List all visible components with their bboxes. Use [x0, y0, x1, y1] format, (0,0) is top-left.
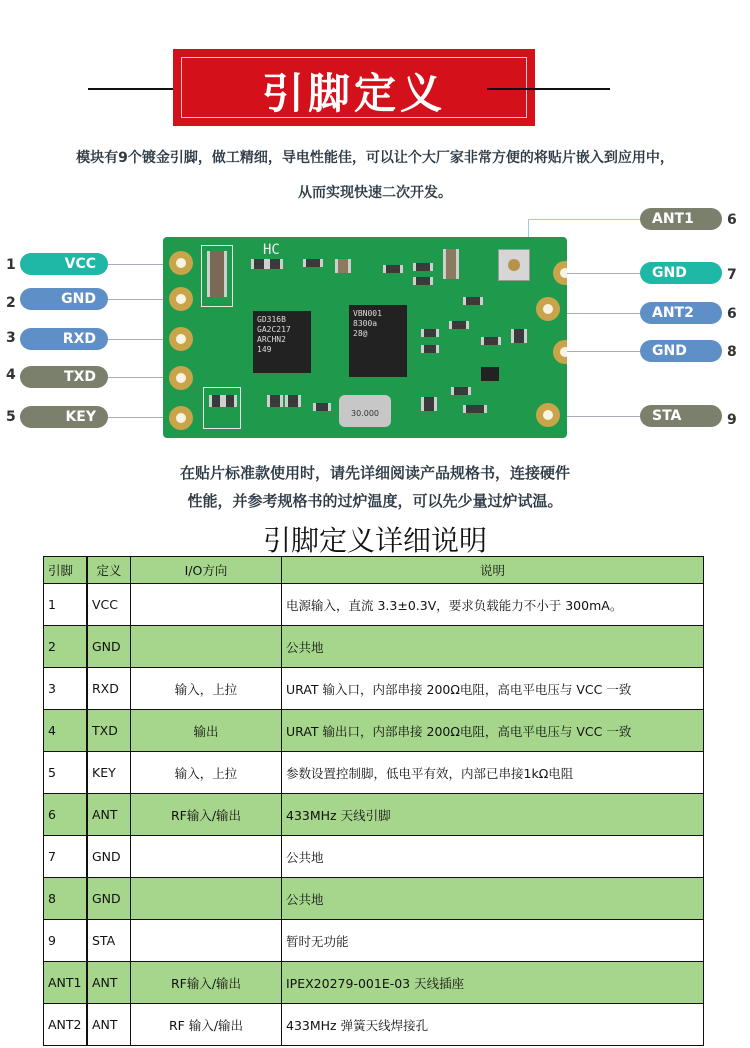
- mcu-chip-text: [253, 311, 311, 359]
- right-pin-label: ANT2: [640, 302, 722, 324]
- cell-pin: ANT1: [44, 962, 88, 1004]
- cell-description: 电源输入，直流 3.3±0.3V，要求负载能力不小于 300mA。: [282, 584, 704, 626]
- table-row: [44, 836, 704, 878]
- cell-pin: 8: [44, 878, 88, 920]
- smd-component: [303, 259, 323, 267]
- smd-component: [209, 395, 223, 407]
- cell-description: 公共地: [282, 878, 704, 920]
- left-pin-label: RXD: [20, 328, 108, 350]
- cell-definition: STA: [87, 920, 131, 962]
- header-pin: 引脚: [44, 557, 88, 584]
- pad-gnd-right-2: [553, 340, 567, 364]
- smd-component: [421, 329, 439, 337]
- silkscreen-outline: [203, 387, 241, 429]
- left-pin-num: 5: [6, 409, 16, 425]
- connector-line: [108, 264, 168, 265]
- pad-key: [169, 406, 193, 430]
- cell-description: URAT 输入口，内部串接 200Ω电阻，高电平电压与 VCC 一致: [282, 668, 704, 710]
- cell-io: [131, 836, 282, 878]
- smd-component: [421, 345, 439, 353]
- smd-component: [421, 397, 437, 411]
- connector-line: [563, 313, 640, 314]
- left-pin-num: 3: [6, 330, 16, 346]
- smd-component: [463, 405, 487, 413]
- smd-component: [449, 321, 469, 329]
- right-pin-num: 7: [727, 267, 737, 283]
- rf-chip: [349, 305, 407, 377]
- smd-component: [207, 251, 227, 297]
- cell-definition: GND: [87, 626, 131, 668]
- cell-io: 输入，上拉: [131, 752, 282, 794]
- cell-description: 公共地: [282, 836, 704, 878]
- chip-marking: GD316B: [257, 315, 286, 324]
- table-row: [44, 878, 704, 920]
- connector-line: [108, 417, 168, 418]
- cell-definition: TXD: [87, 710, 131, 752]
- pad-txd: [169, 366, 193, 390]
- connector-line: [563, 351, 640, 352]
- smd-component: [511, 329, 527, 343]
- table-row: [44, 1004, 704, 1046]
- pad-rxd: [169, 327, 193, 351]
- mcu-chip: [253, 311, 311, 373]
- pad-ant2: [536, 297, 560, 321]
- cell-pin: 5: [44, 752, 88, 794]
- smd-component: [251, 259, 267, 269]
- chip-marking: GA2C217: [257, 325, 291, 334]
- intro-line-1: 模块有9个镀金引脚，做工精细，导电性能佳，可以让个大厂家非常方便的将贴片嵌入到应用中，: [76, 150, 674, 166]
- smd-component: [451, 387, 471, 395]
- cell-definition: VCC: [87, 584, 131, 626]
- cell-io: [131, 626, 282, 668]
- cell-pin: 1: [44, 584, 88, 626]
- header-description: 说明: [282, 557, 704, 584]
- cell-pin: ANT2: [44, 1004, 88, 1046]
- transistor: [481, 367, 499, 381]
- ipex-antenna-connector: [498, 249, 530, 281]
- cell-pin: 9: [44, 920, 88, 962]
- connector-line: [563, 273, 640, 274]
- table-row: [44, 626, 704, 668]
- pcb-module-image: [163, 237, 567, 438]
- crystal-frequency: 30.000: [351, 409, 379, 418]
- smd-component: [267, 259, 283, 269]
- crystal-oscillator: [339, 395, 391, 427]
- connector-line: [528, 219, 640, 220]
- chip-marking: 8300a: [353, 319, 378, 328]
- cell-io: [131, 920, 282, 962]
- section-title: 引脚定义详细说明: [262, 524, 487, 557]
- board-logo: HC: [263, 242, 280, 258]
- table-row: [44, 710, 704, 752]
- cell-io: RF输入/输出: [131, 794, 282, 836]
- smd-component: [413, 263, 433, 271]
- page-title: 引脚定义: [261, 69, 446, 118]
- pad-sta: [536, 403, 560, 427]
- usage-note-line-2: 性能，并参考规格书的过炉温度，可以先少量过炉试温。: [187, 492, 563, 510]
- cell-definition: GND: [87, 836, 131, 878]
- pin-definition-table: [43, 556, 704, 1046]
- smd-component: [383, 265, 403, 273]
- usage-note-line-1: 在贴片标准款使用时，请先详细阅读产品规格书，连接硬件: [179, 464, 570, 482]
- intro-line-2: 从而实现快速二次开发。: [298, 185, 452, 201]
- right-pin-label: GND: [640, 262, 722, 284]
- table-row: [44, 584, 704, 626]
- smd-component: [313, 403, 331, 411]
- cell-description: 433MHz 天线引脚: [282, 794, 704, 836]
- left-pin-label: TXD: [20, 366, 108, 388]
- pad-vcc: [169, 251, 193, 275]
- cell-description: 暂时无功能: [282, 920, 704, 962]
- right-pin-label: ANT1: [640, 208, 722, 230]
- cell-pin: 6: [44, 794, 88, 836]
- cell-pin: 2: [44, 626, 88, 668]
- cell-pin: 7: [44, 836, 88, 878]
- left-pin-num: 2: [6, 295, 16, 311]
- right-pin-num: 9: [727, 412, 737, 428]
- header-io: I/O方向: [131, 557, 282, 584]
- table-row: [44, 668, 704, 710]
- chip-marking: 149: [257, 345, 272, 354]
- smd-component: [413, 277, 433, 285]
- cell-io: 输入，上拉: [131, 668, 282, 710]
- cell-description: 公共地: [282, 626, 704, 668]
- left-pin-num: 4: [6, 367, 16, 383]
- cell-description: 参数设置控制脚，低电平有效，内部已串接1kΩ电阻: [282, 752, 704, 794]
- right-pin-label: GND: [640, 340, 722, 362]
- cell-definition: ANT: [87, 1004, 131, 1046]
- cell-io: RF 输入/输出: [131, 1004, 282, 1046]
- title-banner: [173, 49, 535, 126]
- smd-component: [443, 249, 459, 279]
- connector-line: [563, 416, 640, 417]
- cell-pin: 3: [44, 668, 88, 710]
- title-line-right: [487, 88, 610, 90]
- right-pin-num: 6: [727, 212, 737, 228]
- connector-line: [108, 299, 168, 300]
- left-pin-label: GND: [20, 288, 108, 310]
- cell-io: RF输入/输出: [131, 962, 282, 1004]
- cell-description: 433MHz 弹簧天线焊接孔: [282, 1004, 704, 1046]
- left-pin-label: VCC: [20, 253, 108, 275]
- pad-gnd: [169, 287, 193, 311]
- pad-gnd-right: [553, 261, 567, 285]
- rf-chip-text: [349, 305, 407, 343]
- right-pin-num: 6: [727, 306, 737, 322]
- cell-pin: 4: [44, 710, 88, 752]
- connector-line: [108, 377, 168, 378]
- connector-line: [108, 339, 168, 340]
- chip-marking: VBN001: [353, 309, 382, 318]
- smd-component: [267, 395, 283, 407]
- table-row: [44, 794, 704, 836]
- chip-marking: 28@: [353, 329, 368, 338]
- right-pin-num: 8: [727, 344, 737, 360]
- smd-component: [335, 259, 351, 273]
- cell-definition: KEY: [87, 752, 131, 794]
- chip-marking: ARCHN2: [257, 335, 286, 344]
- table-row: [44, 962, 704, 1004]
- left-pin-num: 1: [6, 257, 16, 273]
- cell-definition: ANT: [87, 962, 131, 1004]
- cell-description: IPEX20279-001E-03 天线插座: [282, 962, 704, 1004]
- table-header-row: [44, 557, 704, 584]
- smd-component: [285, 395, 301, 407]
- cell-io: [131, 878, 282, 920]
- cell-definition: ANT: [87, 794, 131, 836]
- table-row: [44, 752, 704, 794]
- smd-component: [463, 297, 483, 305]
- cell-definition: RXD: [87, 668, 131, 710]
- smd-component: [481, 337, 501, 345]
- cell-description: URAT 输出口，内部串接 200Ω电阻，高电平电压与 VCC 一致: [282, 710, 704, 752]
- left-pin-label: KEY: [20, 406, 108, 428]
- cell-io: [131, 584, 282, 626]
- cell-io: 输出: [131, 710, 282, 752]
- cell-definition: GND: [87, 878, 131, 920]
- right-pin-label: STA: [640, 405, 722, 427]
- header-definition: 定义: [87, 557, 131, 584]
- smd-component: [223, 395, 237, 407]
- table-row: [44, 920, 704, 962]
